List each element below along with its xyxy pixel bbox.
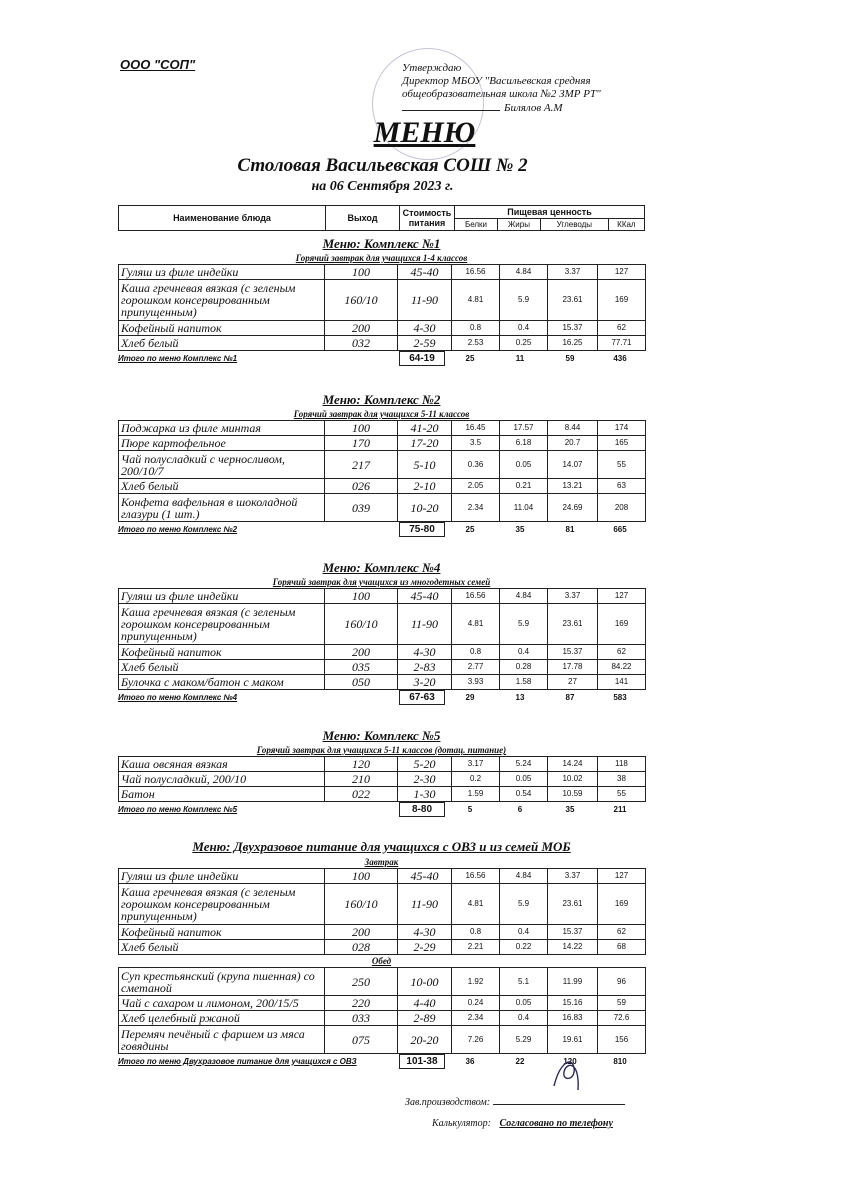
dish-cost: 4-30 <box>398 645 452 660</box>
dish-output: 200 <box>325 925 398 940</box>
header-kcal: ККал <box>608 219 644 231</box>
dish-name: Гуляш из филе индейки <box>119 265 325 280</box>
total-label: Итого по меню Комплекс №2 <box>118 524 238 534</box>
table-row <box>119 321 646 336</box>
section-title: Меню: Комплекс №2 <box>322 392 441 407</box>
dish-output: 039 <box>325 494 398 522</box>
total-proteins: 25 <box>465 524 475 534</box>
dish-fats: 0.54 <box>500 787 548 802</box>
document-subtitle: Столовая Васильевская СОШ № 2 <box>237 155 528 176</box>
dish-name: Каша гречневая вязкая (с зеленым горошком консервированным припущенным) <box>119 280 325 321</box>
table-row <box>119 869 646 884</box>
dish-output: 035 <box>325 660 398 675</box>
dish-name: Булочка с маком/батон с маком <box>119 675 325 690</box>
dish-name: Пюре картофельное <box>119 436 325 451</box>
header-carbs: Углеводы <box>540 219 608 231</box>
dish-cost: 11-90 <box>398 604 452 645</box>
dish-carbs: 10.59 <box>548 787 598 802</box>
dish-kcal: 62 <box>598 925 646 940</box>
signature-underline <box>402 101 500 111</box>
dish-name: Чай с сахаром и лимоном, 200/15/5 <box>119 996 325 1011</box>
table-row <box>119 772 646 787</box>
dish-proteins: 0.8 <box>452 321 500 336</box>
dish-output: 160/10 <box>325 604 398 645</box>
table-row <box>119 884 646 925</box>
section-subtitle: Горячий завтрак для учащихся 1-4 классов <box>295 253 468 263</box>
dish-kcal: 127 <box>598 869 646 884</box>
total-proteins: 29 <box>465 692 475 702</box>
dish-name: Каша гречневая вязкая (с зеленым горошком консервированным припущенным) <box>119 884 325 925</box>
header-proteins: Белки <box>455 219 498 231</box>
dish-kcal: 55 <box>598 787 646 802</box>
dish-output: 220 <box>325 996 398 1011</box>
menu-table <box>118 588 646 690</box>
dish-fats: 5.9 <box>500 604 548 645</box>
dish-kcal: 127 <box>598 265 646 280</box>
handwritten-signature <box>548 1052 588 1094</box>
total-kcal: 810 <box>613 1056 627 1066</box>
dish-proteins: 3.5 <box>452 436 500 451</box>
menu-table <box>118 264 646 351</box>
dish-carbs: 27 <box>548 675 598 690</box>
dish-kcal: 63 <box>598 479 646 494</box>
dish-cost: 2-10 <box>398 479 452 494</box>
dish-carbs: 3.37 <box>548 589 598 604</box>
dish-fats: 5.9 <box>500 280 548 321</box>
dish-proteins: 2.53 <box>452 336 500 351</box>
dish-proteins: 3.17 <box>452 757 500 772</box>
table-row <box>119 925 646 940</box>
production-label: Зав.производством: <box>405 1097 491 1108</box>
dish-proteins: 2.21 <box>452 940 500 955</box>
document-date: на 06 Сентября 2023 г. <box>311 179 454 194</box>
dish-carbs: 14.24 <box>548 757 598 772</box>
dish-fats: 0.05 <box>500 772 548 787</box>
dish-cost: 4-30 <box>398 321 452 336</box>
calculator-value: Согласовано по телефону <box>499 1118 613 1129</box>
dish-cost: 41-20 <box>398 421 452 436</box>
total-carbs: 35 <box>565 804 575 814</box>
dish-carbs: 20.7 <box>548 436 598 451</box>
total-label: Итого по меню Комплекс №5 <box>118 804 238 814</box>
approval-signature-line <box>402 101 642 115</box>
dish-output: 160/10 <box>325 280 398 321</box>
production-signature-underline <box>493 1104 625 1105</box>
dish-name: Чай полусладкий, 200/10 <box>119 772 325 787</box>
total-fats: 11 <box>515 353 525 363</box>
section-title: Меню: Двухразовое питание для учащихся с ОВЗ и из семей МОБ <box>192 839 571 854</box>
section-title: Меню: Комплекс №4 <box>322 560 441 575</box>
dish-cost: 3-20 <box>398 675 452 690</box>
total-proteins: 36 <box>465 1056 475 1066</box>
dish-fats: 17.57 <box>500 421 548 436</box>
section-total <box>118 802 645 816</box>
dish-name: Чай полусладкий с черносливом, 200/10/7 <box>119 451 325 479</box>
table-row <box>119 645 646 660</box>
dish-cost: 11-90 <box>398 280 452 321</box>
dish-output: 160/10 <box>325 884 398 925</box>
section-total <box>118 522 645 536</box>
dish-carbs: 15.16 <box>548 996 598 1011</box>
dish-carbs: 24.69 <box>548 494 598 522</box>
section-complex-2 <box>118 392 645 536</box>
section-total <box>118 690 645 704</box>
approval-line-1: Утверждаю <box>402 62 462 74</box>
table-header <box>118 205 645 231</box>
dish-cost: 5-10 <box>398 451 452 479</box>
table-row <box>119 280 646 321</box>
dish-proteins: 4.81 <box>452 884 500 925</box>
breakfast-table <box>118 868 646 955</box>
dish-fats: 0.05 <box>500 996 548 1011</box>
total-cost: 67-63 <box>399 690 445 705</box>
dish-output: 200 <box>325 645 398 660</box>
total-kcal: 665 <box>613 524 627 534</box>
dish-cost: 20-20 <box>398 1026 452 1054</box>
table-row <box>119 787 646 802</box>
table-row <box>119 940 646 955</box>
dish-kcal: 62 <box>598 645 646 660</box>
dish-proteins: 2.34 <box>452 494 500 522</box>
table-row <box>119 494 646 522</box>
section-complex-4 <box>118 560 645 704</box>
dish-carbs: 23.61 <box>548 884 598 925</box>
dish-fats: 0.22 <box>500 940 548 955</box>
dish-cost: 2-29 <box>398 940 452 955</box>
total-cost: 101-38 <box>399 1054 445 1069</box>
dish-output: 026 <box>325 479 398 494</box>
section-complex-5 <box>118 728 645 816</box>
table-row <box>119 451 646 479</box>
dish-output: 250 <box>325 968 398 996</box>
dish-name: Кофейный напиток <box>119 925 325 940</box>
dish-kcal: 156 <box>598 1026 646 1054</box>
lunch-table <box>118 967 646 1054</box>
total-cost: 64-19 <box>399 351 445 366</box>
dish-name: Хлеб белый <box>119 336 325 351</box>
dish-fats: 0.4 <box>500 321 548 336</box>
dish-name: Хлеб белый <box>119 940 325 955</box>
dish-carbs: 19.61 <box>548 1026 598 1054</box>
dish-cost: 2-59 <box>398 336 452 351</box>
total-fats: 6 <box>517 804 523 814</box>
dish-proteins: 3.93 <box>452 675 500 690</box>
dish-proteins: 0.36 <box>452 451 500 479</box>
dish-output: 075 <box>325 1026 398 1054</box>
header-output: Выход <box>326 206 400 231</box>
dish-output: 100 <box>325 589 398 604</box>
section-subtitle: Горячий завтрак для учащихся из многодетных семей <box>272 577 491 587</box>
dish-cost: 1-30 <box>398 787 452 802</box>
dish-kcal: 169 <box>598 604 646 645</box>
dish-cost: 45-40 <box>398 589 452 604</box>
dish-kcal: 141 <box>598 675 646 690</box>
dish-proteins: 0.2 <box>452 772 500 787</box>
section-subtitle: Горячий завтрак для учащихся 5-11 классов <box>293 409 470 419</box>
dish-proteins: 4.81 <box>452 604 500 645</box>
total-label: Итого по меню Комплекс №4 <box>118 692 238 702</box>
dish-kcal: 169 <box>598 884 646 925</box>
dish-fats: 4.84 <box>500 265 548 280</box>
dish-cost: 10-00 <box>398 968 452 996</box>
lunch-label: Обед <box>371 956 392 966</box>
dish-carbs: 17.78 <box>548 660 598 675</box>
dish-fats: 0.05 <box>500 451 548 479</box>
dish-name: Поджарка из филе минтая <box>119 421 325 436</box>
dish-cost: 11-90 <box>398 884 452 925</box>
total-carbs: 87 <box>565 692 575 702</box>
total-carbs: 120 <box>563 1056 577 1066</box>
header-cost: Стоимость питания <box>400 206 455 231</box>
document-title: МЕНЮ <box>373 116 476 149</box>
dish-fats: 0.4 <box>500 925 548 940</box>
dish-kcal: 96 <box>598 968 646 996</box>
dish-fats: 11.04 <box>500 494 548 522</box>
total-proteins: 25 <box>465 353 475 363</box>
table-row <box>119 479 646 494</box>
section-two-meal <box>118 838 645 1068</box>
production-sign-line <box>405 1097 625 1108</box>
table-row <box>119 265 646 280</box>
dish-kcal: 208 <box>598 494 646 522</box>
dish-fats: 4.84 <box>500 869 548 884</box>
dish-output: 032 <box>325 336 398 351</box>
dish-cost: 45-40 <box>398 869 452 884</box>
dish-fats: 0.28 <box>500 660 548 675</box>
dish-name: Каша овсяная вязкая <box>119 757 325 772</box>
dish-carbs: 13.21 <box>548 479 598 494</box>
dish-carbs: 15.37 <box>548 645 598 660</box>
dish-proteins: 16.56 <box>452 869 500 884</box>
dish-carbs: 16.83 <box>548 1011 598 1026</box>
dish-proteins: 16.56 <box>452 265 500 280</box>
table-row <box>119 660 646 675</box>
dish-proteins: 0.8 <box>452 925 500 940</box>
header-nutrition: Пищевая ценность <box>455 206 645 219</box>
dish-name: Кофейный напиток <box>119 645 325 660</box>
dish-cost: 17-20 <box>398 436 452 451</box>
dish-kcal: 165 <box>598 436 646 451</box>
total-kcal: 211 <box>613 804 627 814</box>
dish-name: Конфета вафельная в шоколадной глазури (1 шт.) <box>119 494 325 522</box>
dish-kcal: 169 <box>598 280 646 321</box>
dish-carbs: 3.37 <box>548 265 598 280</box>
dish-kcal: 72.6 <box>598 1011 646 1026</box>
section-total <box>118 351 645 365</box>
total-label: Итого по меню Двухразовое питание для учащихся с ОВЗ <box>118 1056 357 1066</box>
dish-carbs: 23.61 <box>548 280 598 321</box>
table-row <box>119 968 646 996</box>
approval-line-2: Директор МБОУ "Васильевская средняя <box>402 75 591 87</box>
approval-block <box>402 62 642 115</box>
dish-fats: 0.4 <box>500 1011 548 1026</box>
dish-output: 210 <box>325 772 398 787</box>
dish-name: Хлеб целебный ржаной <box>119 1011 325 1026</box>
dish-proteins: 2.77 <box>452 660 500 675</box>
dish-kcal: 55 <box>598 451 646 479</box>
total-fats: 13 <box>515 692 525 702</box>
total-cost: 75-80 <box>399 522 445 537</box>
total-fats: 22 <box>515 1056 525 1066</box>
dish-proteins: 2.05 <box>452 479 500 494</box>
dish-cost: 2-30 <box>398 772 452 787</box>
approval-signer: Билялов А.М <box>504 102 563 114</box>
total-carbs: 81 <box>565 524 575 534</box>
calculator-sign-line <box>432 1118 613 1129</box>
dish-fats: 6.18 <box>500 436 548 451</box>
table-row <box>119 1011 646 1026</box>
dish-cost: 4-40 <box>398 996 452 1011</box>
dish-carbs: 14.22 <box>548 940 598 955</box>
dish-output: 217 <box>325 451 398 479</box>
dish-proteins: 0.24 <box>452 996 500 1011</box>
dish-output: 100 <box>325 869 398 884</box>
calculator-label: Калькулятор: <box>432 1118 491 1129</box>
dish-proteins: 4.81 <box>452 280 500 321</box>
header-fats: Жиры <box>497 219 540 231</box>
total-cost: 8-80 <box>399 802 445 817</box>
dish-fats: 5.29 <box>500 1026 548 1054</box>
dish-kcal: 68 <box>598 940 646 955</box>
dish-carbs: 10.02 <box>548 772 598 787</box>
dish-name: Батон <box>119 787 325 802</box>
total-kcal: 436 <box>613 353 627 363</box>
breakfast-label: Завтрак <box>364 857 399 867</box>
dish-name: Кофейный напиток <box>119 321 325 336</box>
table-row <box>119 421 646 436</box>
total-kcal: 583 <box>613 692 627 702</box>
dish-output: 050 <box>325 675 398 690</box>
dish-fats: 1.58 <box>500 675 548 690</box>
table-row <box>119 436 646 451</box>
dish-carbs: 11.99 <box>548 968 598 996</box>
dish-fats: 4.84 <box>500 589 548 604</box>
dish-proteins: 0.8 <box>452 645 500 660</box>
table-row <box>119 604 646 645</box>
table-row <box>119 996 646 1011</box>
dish-proteins: 2.34 <box>452 1011 500 1026</box>
section-subtitle: Горячий завтрак для учащихся 5-11 классов (дотац. питание) <box>256 745 507 755</box>
dish-cost: 10-20 <box>398 494 452 522</box>
dish-proteins: 1.92 <box>452 968 500 996</box>
total-carbs: 59 <box>565 353 575 363</box>
dish-proteins: 16.56 <box>452 589 500 604</box>
total-proteins: 5 <box>467 804 473 814</box>
section-title: Меню: Комплекс №5 <box>322 728 441 743</box>
dish-name: Каша гречневая вязкая (с зеленым горошком консервированным припущенным) <box>119 604 325 645</box>
approval-line-3: общеобразовательная школа №2 ЗМР РТ" <box>402 88 601 100</box>
dish-output: 200 <box>325 321 398 336</box>
dish-kcal: 174 <box>598 421 646 436</box>
dish-name: Суп крестьянский (крупа пшенная) со сметаной <box>119 968 325 996</box>
dish-carbs: 15.37 <box>548 321 598 336</box>
dish-name: Перемяч печёный с фаршем из мяса говядины <box>119 1026 325 1054</box>
menu-table <box>118 756 646 802</box>
dish-name: Хлеб белый <box>119 660 325 675</box>
dish-kcal: 118 <box>598 757 646 772</box>
dish-carbs: 14.07 <box>548 451 598 479</box>
table-row <box>119 757 646 772</box>
dish-output: 100 <box>325 265 398 280</box>
dish-name: Хлеб белый <box>119 479 325 494</box>
dish-proteins: 1.59 <box>452 787 500 802</box>
dish-carbs: 15.37 <box>548 925 598 940</box>
total-label: Итого по меню Комплекс №1 <box>118 353 238 363</box>
total-fats: 35 <box>515 524 525 534</box>
table-row <box>119 336 646 351</box>
dish-kcal: 59 <box>598 996 646 1011</box>
dish-kcal: 84.22 <box>598 660 646 675</box>
menu-table <box>118 420 646 522</box>
dish-fats: 5.24 <box>500 757 548 772</box>
dish-proteins: 7.26 <box>452 1026 500 1054</box>
dish-fats: 0.25 <box>500 336 548 351</box>
table-row <box>119 589 646 604</box>
dish-kcal: 127 <box>598 589 646 604</box>
dish-carbs: 16.25 <box>548 336 598 351</box>
dish-carbs: 3.37 <box>548 869 598 884</box>
dish-cost: 2-83 <box>398 660 452 675</box>
dish-cost: 4-30 <box>398 925 452 940</box>
dish-cost: 2-89 <box>398 1011 452 1026</box>
dish-cost: 45-40 <box>398 265 452 280</box>
header-name: Наименование блюда <box>119 206 326 231</box>
table-row <box>119 1026 646 1054</box>
dish-name: Гуляш из филе индейки <box>119 589 325 604</box>
dish-fats: 5.1 <box>500 968 548 996</box>
table-row <box>119 675 646 690</box>
dish-kcal: 77.71 <box>598 336 646 351</box>
dish-output: 120 <box>325 757 398 772</box>
dish-output: 022 <box>325 787 398 802</box>
dish-cost: 5-20 <box>398 757 452 772</box>
dish-fats: 0.21 <box>500 479 548 494</box>
dish-kcal: 38 <box>598 772 646 787</box>
dish-kcal: 62 <box>598 321 646 336</box>
dish-output: 100 <box>325 421 398 436</box>
section-title: Меню: Комплекс №1 <box>322 236 441 251</box>
dish-fats: 5.9 <box>500 884 548 925</box>
dish-name: Гуляш из филе индейки <box>119 869 325 884</box>
dish-fats: 0.4 <box>500 645 548 660</box>
dish-carbs: 23.61 <box>548 604 598 645</box>
organization-name: ООО "СОП" <box>120 57 196 72</box>
dish-carbs: 8.44 <box>548 421 598 436</box>
dish-proteins: 16.45 <box>452 421 500 436</box>
dish-output: 170 <box>325 436 398 451</box>
dish-output: 028 <box>325 940 398 955</box>
section-complex-1 <box>118 236 645 365</box>
dish-output: 033 <box>325 1011 398 1026</box>
